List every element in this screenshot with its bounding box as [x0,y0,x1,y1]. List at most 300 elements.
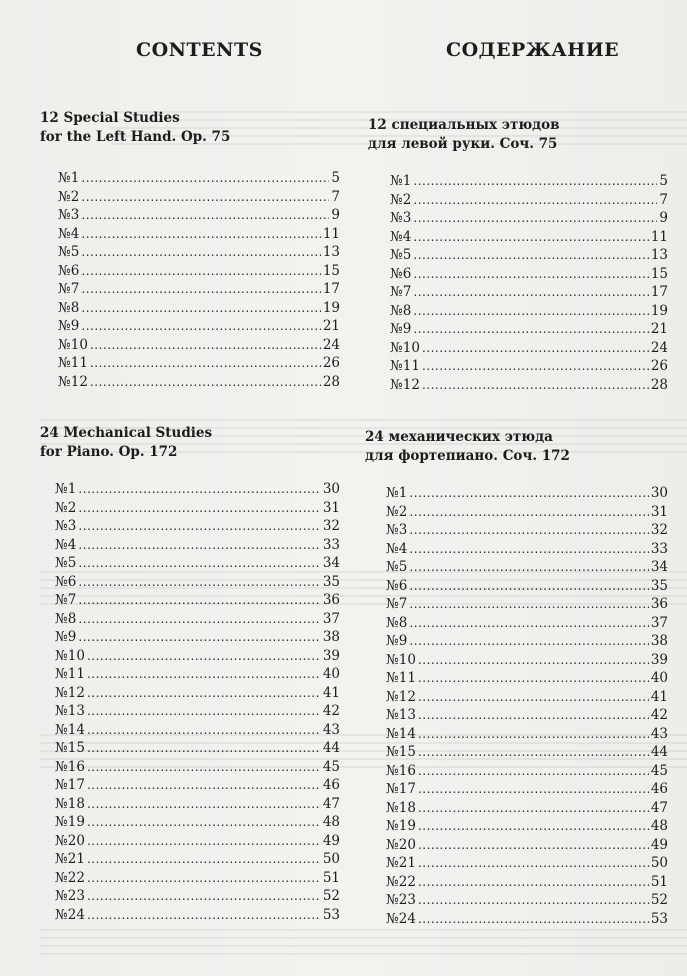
section-title-line2: для фортепиано. Соч. 172 [365,448,570,464]
dot-leader [418,817,649,836]
dot-leader [81,169,329,188]
toc-entry [55,739,340,758]
toc-entry [386,595,668,614]
toc-entry [58,354,340,373]
study-number: №14 [55,721,85,738]
page-number: 51 [650,873,668,890]
toc-entry [58,243,340,262]
dot-leader [78,591,320,610]
toc-entry [55,887,340,906]
study-number: №22 [386,873,416,890]
study-number: №12 [55,684,85,701]
page-number: 15 [650,265,668,282]
study-number: №7 [58,281,80,297]
study-number: №12 [386,688,416,705]
study-number: №16 [55,758,85,775]
dot-leader [413,320,648,339]
page-number: 52 [322,888,340,904]
toc-entry [58,280,340,299]
toc-entry [386,503,668,522]
page-number: 5 [659,173,668,189]
page-number: 44 [650,744,668,760]
toc-entry [390,191,668,210]
page-number: 24 [650,339,668,356]
dot-leader [87,795,321,814]
study-number: №3 [390,210,412,226]
dot-leader [81,225,320,244]
page-number: 7 [331,188,340,205]
dot-leader [87,684,321,703]
study-number: №8 [58,299,80,316]
page-number: 9 [331,207,340,223]
dot-leader [90,354,321,373]
page-number: 33 [322,536,340,553]
page-number: 48 [322,814,340,830]
study-number: №12 [58,373,88,390]
toc-entry [386,706,668,725]
right-op75-entry-list [390,172,668,394]
dot-leader [418,762,649,781]
page-number: 40 [650,670,668,686]
dot-leader [409,540,648,559]
toc-entry [386,743,668,762]
page-number: 45 [322,758,340,775]
page-number: 47 [322,795,340,812]
page-number: 39 [322,647,340,664]
study-number: №7 [386,596,408,612]
dot-leader [418,799,649,818]
contents-heading-russian: СОДЕРЖАНИЕ [446,39,620,61]
toc-entry [386,558,668,577]
page-number: 26 [650,358,668,374]
study-number: №6 [58,262,80,279]
dot-leader [78,480,320,499]
dot-leader [87,739,321,758]
page-number: 49 [650,836,668,853]
page-number: 28 [650,376,668,393]
page-number: 34 [322,555,340,571]
dot-leader [81,262,320,281]
page-number: 51 [322,869,340,886]
dot-leader [87,665,321,684]
study-number: №24 [386,910,416,927]
dot-leader [87,832,321,851]
study-number: №5 [390,247,412,263]
study-number: №9 [386,633,408,649]
toc-entry [58,188,340,207]
dot-leader [409,595,648,614]
page-number: 19 [322,299,340,316]
page-number: 32 [650,522,668,538]
dot-leader [409,521,648,540]
toc-entry [386,780,668,799]
study-number: №9 [390,321,412,337]
toc-entry [390,320,668,339]
page-number: 5 [331,170,340,186]
dot-leader [413,302,648,321]
dot-leader [418,725,649,744]
toc-entry [386,484,668,503]
section-title-line2: for the Left Hand. Op. 75 [40,129,231,145]
toc-entry [55,850,340,869]
dot-leader [418,854,649,873]
page-number: 28 [322,373,340,390]
study-number: №13 [55,703,85,719]
study-number: №10 [58,336,88,353]
toc-entry [55,758,340,777]
dot-leader [413,191,657,210]
study-number: №17 [386,781,416,797]
toc-entry [58,225,340,244]
study-number: №6 [386,577,408,594]
left-section-op75 [40,109,340,147]
study-number: №11 [58,355,88,371]
study-number: №19 [55,814,85,830]
page-number: 31 [650,503,668,520]
study-number: №2 [386,503,408,520]
page-number: 44 [322,740,340,756]
dot-leader [87,721,321,740]
study-number: №10 [55,647,85,664]
toc-entry [55,776,340,795]
toc-entry [386,688,668,707]
dot-leader [409,484,648,503]
dot-leader [78,554,320,573]
dot-leader [409,632,648,651]
dot-leader [413,172,657,191]
dot-leader [418,688,649,707]
page-number: 41 [322,684,340,701]
section-title-line2: for Piano. Op. 172 [40,444,178,460]
toc-entry [386,651,668,670]
page-number: 46 [650,781,668,797]
toc-entry [390,265,668,284]
study-number: №20 [386,836,416,853]
page-number: 37 [322,610,340,627]
toc-entry [386,873,668,892]
study-number: №1 [386,485,408,501]
study-number: №21 [55,851,85,867]
dot-leader [87,702,321,721]
study-number: №11 [390,358,420,374]
dot-leader [81,188,329,207]
toc-entry [55,628,340,647]
dot-leader [413,228,648,247]
study-number: №2 [58,188,80,205]
toc-entry [58,373,340,392]
study-number: №1 [55,481,77,497]
dot-leader [81,299,320,318]
page-number: 19 [650,302,668,319]
dot-leader [418,891,649,910]
study-number: №4 [390,228,412,245]
study-number: №11 [386,670,416,686]
page-number: 9 [659,210,668,226]
page-number: 36 [650,596,668,612]
study-number: №8 [390,302,412,319]
page-number: 46 [322,777,340,793]
page-number: 50 [322,851,340,867]
dot-leader [87,906,321,925]
dot-leader [413,246,648,265]
toc-entry [58,317,340,336]
dot-leader [90,336,321,355]
study-number: №14 [386,725,416,742]
page-number: 13 [650,247,668,263]
dot-leader [413,209,657,228]
section-title-line1: 24 Mechanical Studies [40,425,213,441]
right-section-op75 [368,116,668,154]
page-number: 35 [650,577,668,594]
toc-entry [55,517,340,536]
dot-leader [87,887,321,906]
dot-leader [413,283,648,302]
page-number: 17 [322,281,340,297]
page-number: 30 [650,485,668,501]
toc-entry [386,614,668,633]
dot-leader [81,317,320,336]
toc-entry [55,610,340,629]
study-number: №23 [55,888,85,904]
dot-leader [87,776,321,795]
dot-leader [78,536,320,555]
dot-leader [78,499,320,518]
page-number: 39 [650,651,668,668]
page-number: 21 [650,321,668,337]
study-number: №18 [55,795,85,812]
dot-leader [422,376,649,395]
page-number: 24 [322,336,340,353]
dot-leader [81,243,320,262]
toc-entry [386,910,668,929]
page-number: 41 [650,688,668,705]
study-number: №2 [390,191,412,208]
dot-leader [418,873,649,892]
dot-leader [422,357,649,376]
toc-entry [55,665,340,684]
study-number: №1 [58,170,80,186]
study-number: №20 [55,832,85,849]
left-op172-entry-list [55,480,340,924]
toc-entry [386,577,668,596]
study-number: №4 [55,536,77,553]
toc-entry [55,684,340,703]
section-title-line2: для левой руки. Соч. 75 [368,136,558,152]
study-number: №15 [55,740,85,756]
page-number: 7 [659,191,668,208]
dot-leader [418,910,649,929]
dot-leader [87,850,321,869]
toc-entry [386,669,668,688]
page-number: 43 [650,725,668,742]
study-number: №15 [386,744,416,760]
study-number: №11 [55,666,85,682]
page-number: 21 [322,318,340,334]
dot-leader [409,558,648,577]
study-number: №18 [386,799,416,816]
study-number: №16 [386,762,416,779]
toc-entry [55,906,340,925]
study-number: №9 [58,318,80,334]
study-number: №3 [55,518,77,534]
toc-entry [58,299,340,318]
toc-entry [55,554,340,573]
toc-entry [390,283,668,302]
toc-entry [390,228,668,247]
page-number: 11 [650,228,668,245]
dot-leader [78,610,320,629]
toc-entry [55,573,340,592]
dot-leader [418,669,649,688]
study-number: №3 [386,522,408,538]
dot-leader [87,647,321,666]
right-section-op172 [365,428,670,466]
dot-leader [413,265,648,284]
toc-entry [390,339,668,358]
dot-leader [78,628,320,647]
toc-entry [55,591,340,610]
toc-entry [390,376,668,395]
page-number: 38 [322,629,340,645]
study-number: №1 [390,173,412,189]
toc-entry [386,799,668,818]
study-number: №4 [386,540,408,557]
dot-leader [87,758,321,777]
toc-entry [58,206,340,225]
toc-entry [386,540,668,559]
dot-leader [409,503,648,522]
dot-leader [418,836,649,855]
study-number: №5 [386,559,408,575]
study-number: №10 [390,339,420,356]
toc-entry [55,813,340,832]
study-number: №8 [55,610,77,627]
page-number: 38 [650,633,668,649]
study-number: №2 [55,499,77,516]
toc-entry [386,891,668,910]
dot-leader [81,206,329,225]
study-number: №24 [55,906,85,923]
right-op172-entry-list [386,484,668,928]
study-number: №7 [55,592,77,608]
study-number: №19 [386,818,416,834]
toc-entry [386,836,668,855]
toc-entry [55,832,340,851]
section-title-line1: 24 механических этюда [365,429,553,445]
toc-entry [386,521,668,540]
toc-entry [58,262,340,281]
study-number: №12 [390,376,420,393]
page-number: 43 [322,721,340,738]
page-number: 50 [650,855,668,871]
study-number: №21 [386,855,416,871]
toc-entry [55,499,340,518]
toc-entry [386,632,668,651]
page-number: 15 [322,262,340,279]
study-number: №6 [55,573,77,590]
study-number: №3 [58,207,80,223]
toc-entry [386,854,668,873]
study-number: №5 [58,244,80,260]
toc-entry [58,169,340,188]
toc-entry [55,647,340,666]
page-number: 42 [650,707,668,723]
page-number: 37 [650,614,668,631]
page-number: 48 [650,818,668,834]
page-number: 40 [322,666,340,682]
dot-leader [78,517,320,536]
toc-entry [390,246,668,265]
page-number: 42 [322,703,340,719]
section-title-line1: 12 Special Studies [40,110,180,126]
toc-entry [55,721,340,740]
study-number: №17 [55,777,85,793]
toc-entry [386,725,668,744]
dot-leader [78,573,320,592]
dot-leader [418,706,649,725]
dot-leader [87,813,321,832]
page-number: 34 [650,559,668,575]
contents-heading-english: CONTENTS [136,39,263,61]
toc-entry [390,357,668,376]
study-number: №7 [390,284,412,300]
study-number: №5 [55,555,77,571]
page-number: 30 [322,481,340,497]
dot-leader [422,339,649,358]
toc-entry [55,795,340,814]
toc-entry [390,209,668,228]
study-number: №6 [390,265,412,282]
toc-entry [55,536,340,555]
dot-leader [90,373,321,392]
page-number: 49 [322,832,340,849]
page-number: 47 [650,799,668,816]
page-number: 35 [322,573,340,590]
dot-leader [418,780,649,799]
dot-leader [409,614,648,633]
study-number: №10 [386,651,416,668]
dot-leader [81,280,320,299]
page-number: 13 [322,244,340,260]
page-number: 52 [650,892,668,908]
page-number: 17 [650,284,668,300]
section-title-line1: 12 специальных этюдов [368,117,560,133]
toc-entry [386,817,668,836]
left-section-op172 [40,424,340,462]
toc-entry [390,302,668,321]
study-number: №22 [55,869,85,886]
dot-leader [418,743,649,762]
toc-entry [55,480,340,499]
page-number: 31 [322,499,340,516]
dot-leader [418,651,649,670]
dot-leader [87,869,321,888]
toc-entry [386,762,668,781]
page-number: 45 [650,762,668,779]
study-number: №4 [58,225,80,242]
page-number: 33 [650,540,668,557]
page-number: 36 [322,592,340,608]
left-op75-entry-list [58,169,340,391]
study-number: №13 [386,707,416,723]
study-number: №9 [55,629,77,645]
study-number: №8 [386,614,408,631]
toc-entry [55,702,340,721]
page-number: 53 [322,906,340,923]
toc-entry [390,172,668,191]
page-number: 32 [322,518,340,534]
toc-entry [58,336,340,355]
